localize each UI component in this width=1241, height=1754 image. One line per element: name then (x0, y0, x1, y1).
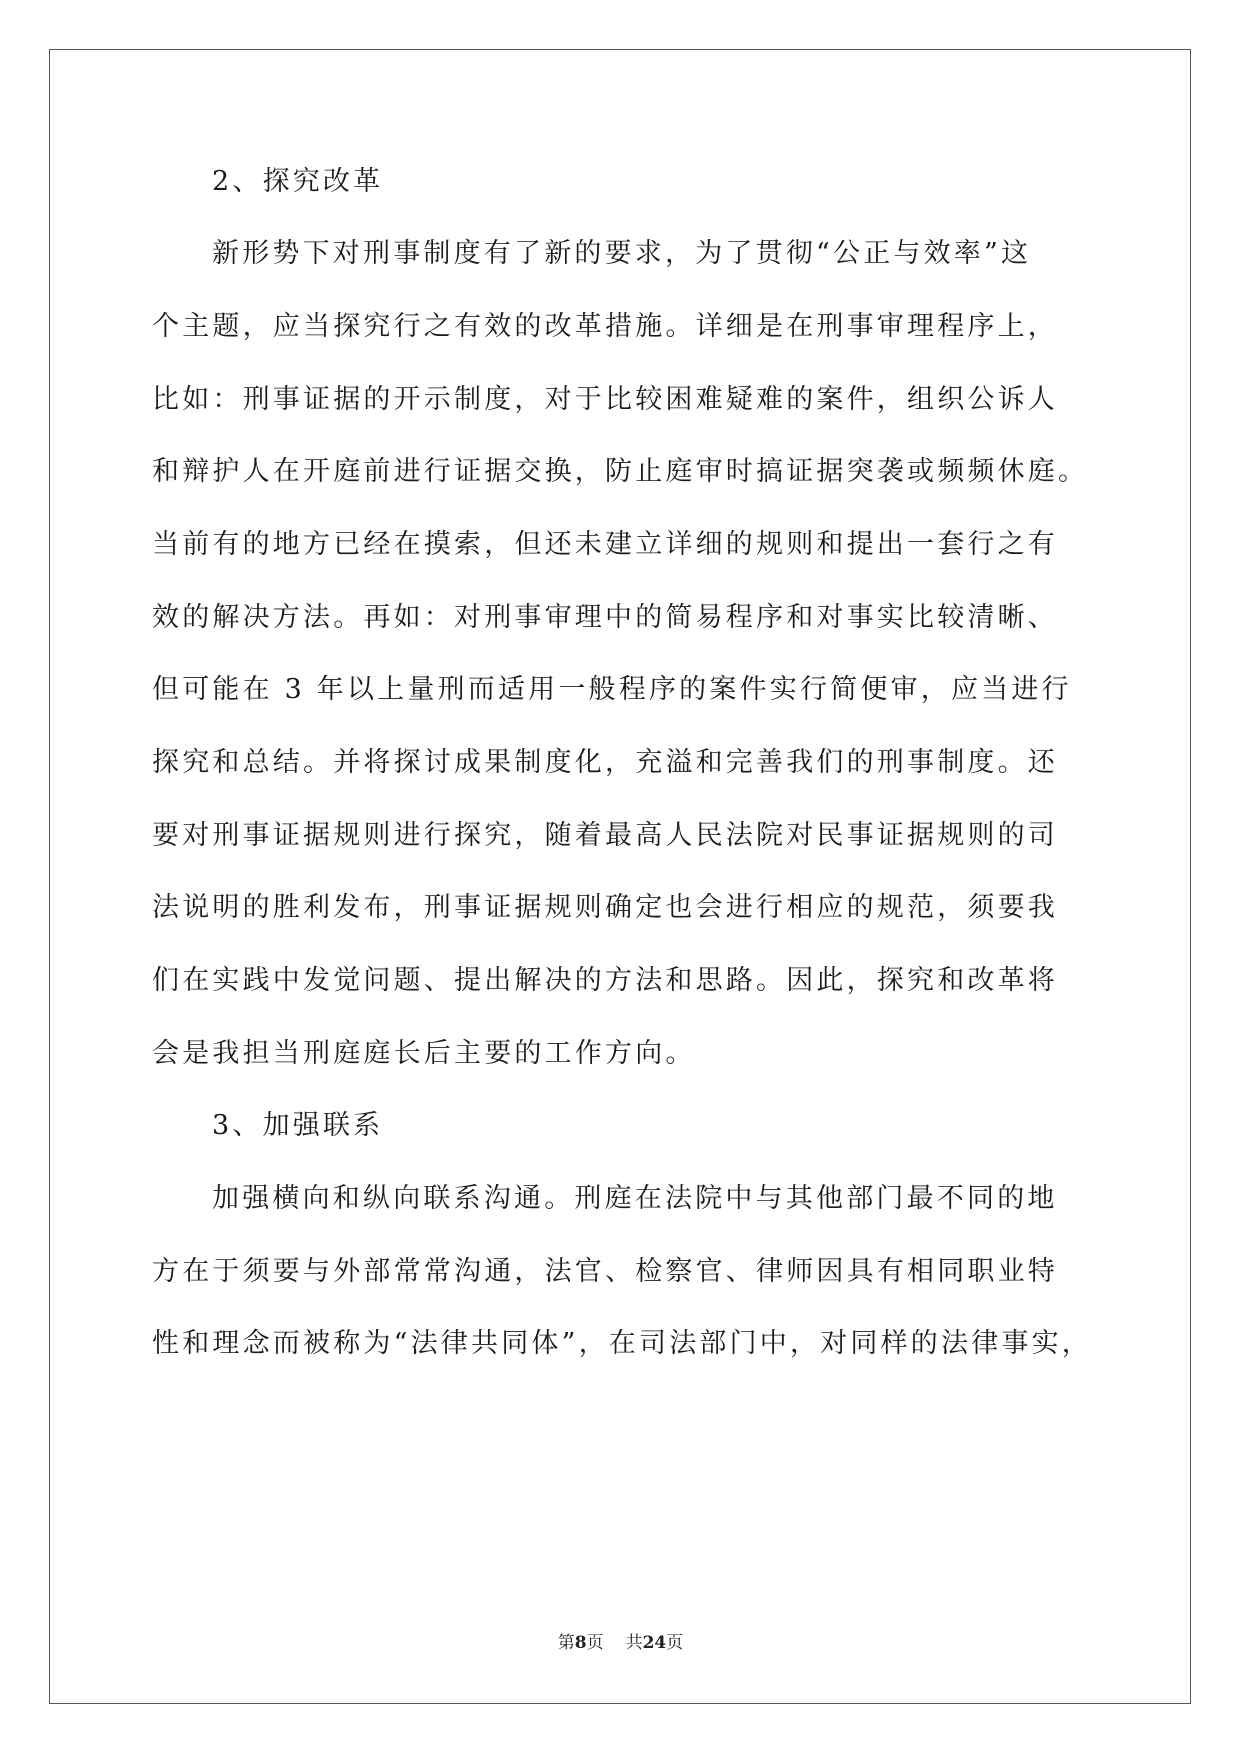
page-suffix: 页 (586, 1633, 604, 1653)
paragraph-line: 比如：刑事证据的开示制度，对于比较困难疑难的案件，组织公诉人 (152, 384, 1058, 415)
paragraph-line: 性和理念而被称为“法律共同体”，在司法部门中，对同样的法律事实， (152, 1328, 1093, 1359)
paragraph-line: 们在实践中发觉问题、提出解决的方法和思路。因此，探究和改革将 (152, 965, 1058, 996)
paragraph-line: 方在于须要与外部常常沟通，法官、检察官、律师因具有相同职业特 (152, 1256, 1058, 1287)
paragraph-line: 和辩护人在开庭前进行证据交换，防止庭审时搞证据突袭或频频休庭。 (152, 456, 1089, 487)
section-heading: 3、加强联系 (212, 1110, 384, 1141)
paragraph-line: 但可能在 3 年以上量刑而适用一般程序的案件实行简便审，应当进行 (152, 674, 1072, 705)
paragraph-line: 效的解决方法。再如：对刑事审理中的简易程序和对事实比较清晰、 (152, 602, 1058, 633)
total-suffix: 页 (666, 1633, 684, 1653)
paragraph-line: 要对刑事证据规则进行探究，随着最高人民法院对民事证据规则的司 (152, 820, 1058, 851)
section-heading: 2、探究改革 (212, 166, 384, 197)
paragraph-line: 法说明的胜利发布，刑事证据规则确定也会进行相应的规范，须要我 (152, 892, 1058, 923)
page-prefix: 第 (557, 1633, 575, 1653)
paragraph-line: 当前有的地方已经在摸索，但还未建立详细的规则和提出一套行之有 (152, 529, 1058, 560)
paragraph-line: 个主题，应当探究行之有效的改革措施。详细是在刑事审理程序上， (152, 311, 1058, 342)
paragraph-line: 加强横向和纵向联系沟通。刑庭在法院中与其他部门最不同的地 (212, 1183, 1058, 1214)
page-border (49, 49, 1191, 1704)
page-footer (0, 1633, 1241, 1653)
paragraph-line: 新形势下对刑事制度有了新的要求，为了贯彻“公正与效率”这 (212, 238, 1032, 269)
total-pages: 24 (642, 1633, 667, 1653)
total-prefix: 共 (625, 1633, 643, 1653)
paragraph-line: 探究和总结。并将探讨成果制度化，充溢和完善我们的刑事制度。还 (152, 747, 1058, 778)
paragraph-line: 会是我担当刑庭庭长后主要的工作方向。 (152, 1038, 696, 1069)
page-number: 8 (574, 1633, 587, 1653)
